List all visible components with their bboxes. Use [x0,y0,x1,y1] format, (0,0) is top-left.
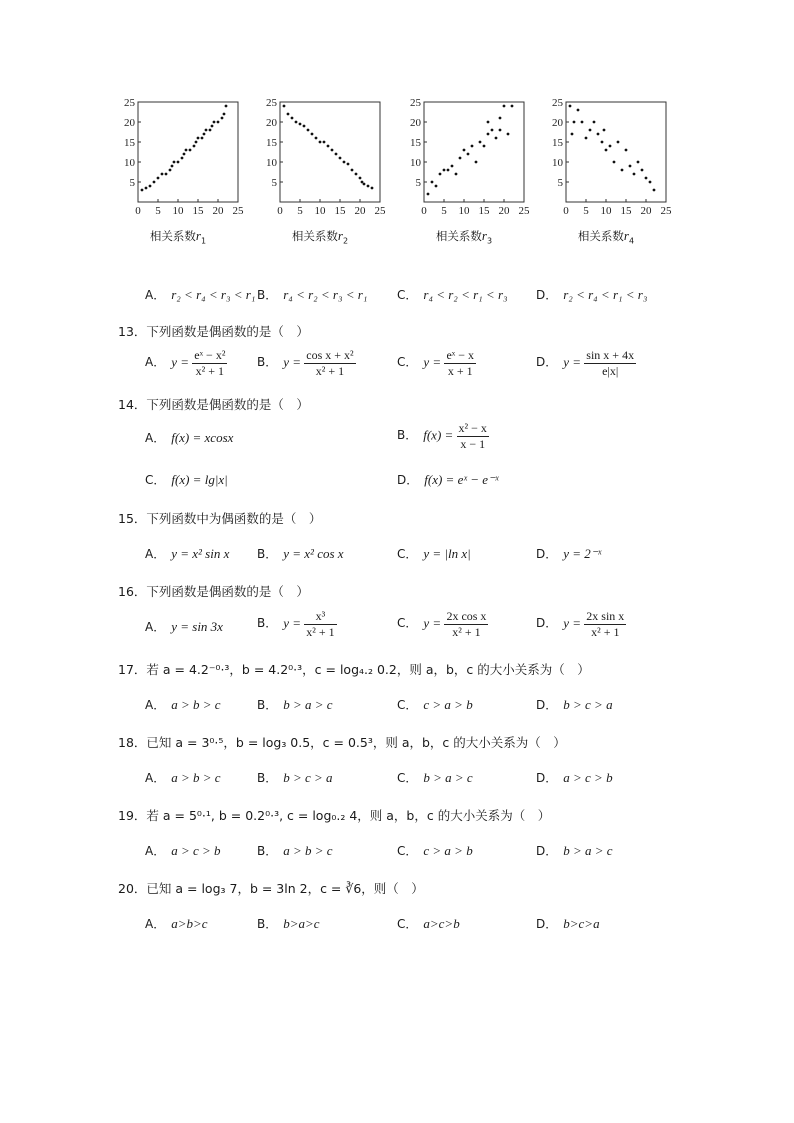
q19-option-a: A． a > c > b [145,843,221,858]
scatter-point [331,149,334,152]
q18-stem: 18．已知 a = 3⁰·⁵，b = log₃ 0.5，c = 0.5³，则 a，b，c 的大小关系为（ ） [118,735,566,750]
x-tick-label: 10 [314,205,326,217]
scatter-point [451,165,454,168]
x-tick-label: 5 [155,205,161,217]
q16b-fraction: $\frac{\text{x³}}{\text{x² + 1}}$ [306,609,335,639]
scatter-point [499,117,502,120]
scatter-point [653,189,656,192]
scatter-point [577,109,580,112]
y-tick-label: 10 [124,157,135,169]
scatter-point [645,177,648,180]
scatter-point [311,133,314,136]
scatter-point [597,133,600,136]
scatter-point [283,105,286,108]
x-tick-label: 20 [354,205,366,217]
y-tick-label: 5 [129,177,135,189]
q20-option-c: C． a>c>b [397,916,460,931]
scatter-point [153,181,156,184]
scatter-point [171,165,174,168]
y-tick-label: 25 [552,97,563,109]
q13-stem: 13．下列函数是偶函数的是（ ） [118,324,309,339]
scatter-plot-r3 [404,94,530,246]
q14-option-c: C． f(x) = lg|x| [145,472,228,487]
plot-frame [424,102,524,202]
scatter-point [487,133,490,136]
q16d-fraction: $\frac{\text{2x sin x}}{\text{x² + 1}}$ [586,609,625,639]
y-tick-label: 25 [266,97,277,109]
scatter-svg-r1 [118,94,244,224]
x-tick-label: 10 [600,205,612,217]
scatter-point [569,105,572,108]
q18-option-d: D． a > c > b [536,770,613,785]
y-tick-label: 15 [266,137,277,149]
scatter-point [605,149,608,152]
q12-option-d: D． r₂ < r₄ < r₁ < r₃ [536,287,648,302]
q14-option-a: A． f(x) = xcosx [145,430,234,445]
scatter-point [291,117,294,120]
scatter-point [371,187,374,190]
y-tick-label: 20 [552,117,563,129]
q17-option-d: D． b > c > a [536,697,613,712]
scatter-point [335,153,338,156]
scatter-point [487,121,490,124]
x-tick-label: 20 [498,205,510,217]
scatter-point [629,165,632,168]
scatter-point [183,153,186,156]
q13-option-b: B． y = $\frac{\text{cos x + x²}}{\text{x² + 1}}$ [257,348,354,378]
q17-stem: 17．若 a = 4.2⁻⁰·³，b = 4.2⁰·³，c = log₄.₂ 0.2，则 a，b，c 的大小关系为（ ） [118,662,590,677]
y-tick-label: 5 [415,177,421,189]
scatter-point [511,105,514,108]
scatter-point [173,161,176,164]
q16-option-c: C． y = $\frac{\text{2x cos x}}{\text{x² + 1}}$ [397,609,487,639]
y-tick-label: 25 [410,97,421,109]
scatter-plot-r4 [546,94,672,246]
plot-caption-r2: 相关系数$r_2$ [291,228,349,246]
scatter-point [319,141,322,144]
y-tick-label: 10 [266,157,277,169]
plot-frame [138,102,238,202]
y-tick-label: 15 [552,137,563,149]
scatter-point [223,113,226,116]
q20-option-d: D． b>c>a [536,916,600,931]
y-tick-label: 20 [266,117,277,129]
scatter-point [499,129,502,132]
q12-option-c: C． r₄ < r₂ < r₁ < r₃ [397,287,508,302]
q12-option-b: B． r₄ < r₂ < r₃ < r₁ [257,287,368,302]
x-tick-label: 25 [374,205,386,217]
q13a-fraction: $\frac{\text{eˣ − x²}}{\text{x² + 1}}$ [194,348,226,378]
y-tick-label: 15 [124,137,135,149]
scatter-point [201,137,204,140]
scatter-point [585,137,588,140]
scatter-point [149,185,152,188]
scatter-point [169,169,172,172]
scatter-point [495,137,498,140]
scatter-point [145,187,148,190]
scatter-point [203,133,206,136]
scatter-svg-r3 [404,94,530,224]
q15-option-d: D． y = 2⁻ˣ [536,546,602,561]
x-tick-label: 15 [334,205,346,217]
scatter-point [467,153,470,156]
x-tick-label: 0 [277,205,283,217]
scatter-point [463,149,466,152]
scatter-point [447,169,450,172]
scatter-point [141,189,144,192]
x-tick-label: 5 [441,205,447,217]
scatter-point [355,173,358,176]
q20-stem: 20．已知 a = log₃ 7，b = 3ln 2，c = ∛6，则（ ） [118,881,424,896]
x-tick-label: 25 [518,205,530,217]
scatter-point [157,177,160,180]
q13d-fraction: $\frac{\text{sin x + 4x}}{e|x|}$ [586,348,635,378]
scatter-point [315,137,318,140]
q19-option-d: D． b > a > c [536,843,613,858]
scatter-point [307,129,310,132]
y-tick-label: 15 [410,137,421,149]
scatter-point [217,121,220,124]
scatter-point [435,185,438,188]
q15-stem: 15．下列函数中为偶函数的是（ ） [118,511,322,526]
scatter-point [641,169,644,172]
x-tick-label: 25 [232,205,244,217]
y-tick-label: 5 [557,177,563,189]
q14-option-d: D． f(x) = eˣ − e⁻ˣ [397,472,499,487]
x-tick-label: 5 [297,205,303,217]
scatter-point [603,129,606,132]
scatter-point [507,133,510,136]
x-tick-label: 0 [563,205,569,217]
plot-caption-r3: 相关系数$r_3$ [435,228,493,246]
y-tick-label: 5 [271,177,277,189]
q19-option-b: B． a > b > c [257,843,333,858]
q14-stem: 14．下列函数是偶函数的是（ ） [118,397,309,412]
scatter-point [195,141,198,144]
q13-option-a: A． y = $\frac{\text{eˣ − x²}}{\text{x² + 1}}$ [145,348,226,378]
scatter-point [621,169,624,172]
scatter-point [431,181,434,184]
scatter-point [471,145,474,148]
q14-option-b: B． f(x) = $\frac{\text{x² − x}}{x - 1}$ [397,421,487,451]
scatter-svg-r2 [260,94,386,224]
y-tick-label: 10 [410,157,421,169]
q18-option-a: A． a > b > c [145,770,221,785]
scatter-point [601,141,604,144]
q13-option-d: D． y = $\frac{\text{sin x + 4x}}{e|x|}$ [536,348,635,378]
y-tick-label: 20 [124,117,135,129]
scatter-point [327,145,330,148]
q15-option-c: C． y = |ln x| [397,546,471,561]
scatter-point [359,177,362,180]
scatter-point [295,121,298,124]
scatter-point [439,173,442,176]
scatter-point [361,181,364,184]
scatter-point [427,193,430,196]
x-tick-label: 20 [640,205,652,217]
scatter-point [617,141,620,144]
scatter-point [177,161,180,164]
q16-option-a: A． y = sin 3x [145,619,223,634]
x-tick-label: 10 [172,205,184,217]
q18-option-b: B． b > c > a [257,770,333,785]
scatter-point [193,145,196,148]
scatter-point [573,121,576,124]
q12-option-a: A． r₂ < r₄ < r₃ < r₁ [145,287,256,302]
scatter-point [363,183,366,186]
scatter-point [367,185,370,188]
scatter-point [443,169,446,172]
x-tick-label: 5 [583,205,589,217]
q17-option-c: C． c > a > b [397,697,473,712]
scatter-point [479,141,482,144]
q17-option-b: B． b > a > c [257,697,333,712]
plot-frame [280,102,380,202]
scatter-point [351,169,354,172]
x-tick-label: 15 [478,205,490,217]
q17-option-a: A． a > b > c [145,697,221,712]
scatter-point [213,121,216,124]
scatter-point [323,141,326,144]
scatter-point [181,157,184,160]
plot-caption-r1: 相关系数$r_1$ [149,228,207,246]
q19-stem: 19．若 a = 5⁰·¹, b = 0.2⁰·³, c = log₀.₂ 4，则 a，b，c 的大小关系为（ ） [118,808,551,823]
scatter-point [185,149,188,152]
q16-option-b: B． y = $\frac{\text{x³}}{\text{x² + 1}}$ [257,609,335,639]
q16-option-d: D． y = $\frac{\text{2x sin x}}{\text{x² + 1}}$ [536,609,625,639]
x-tick-label: 0 [135,205,141,217]
scatter-point [303,125,306,128]
scatter-point [161,173,164,176]
x-tick-label: 25 [660,205,672,217]
scatter-point [225,105,228,108]
scatter-point [589,129,592,132]
plot-frame [566,102,666,202]
scatter-point [593,121,596,124]
q15-option-a: A． y = x² sin x [145,546,230,561]
q15-option-b: B． y = x² cos x [257,546,344,561]
q20-option-a: A． a>b>c [145,916,208,931]
scatter-point [347,163,350,166]
scatter-point [609,145,612,148]
scatter-point [205,129,208,132]
scatter-point [491,129,494,132]
x-tick-label: 10 [458,205,470,217]
scatter-point [649,181,652,184]
scatter-point [221,117,224,120]
q16c-fraction: $\frac{\text{2x cos x}}{\text{x² + 1}}$ [446,609,487,639]
scatter-point [455,173,458,176]
x-tick-label: 0 [421,205,427,217]
scatter-plot-r2 [260,94,386,246]
scatter-point [637,161,640,164]
q14b-fraction: $\frac{\text{x² − x}}{x - 1}$ [458,421,487,451]
scatter-point [475,161,478,164]
y-tick-label: 25 [124,97,135,109]
y-tick-label: 10 [552,157,563,169]
scatter-point [165,173,168,176]
scatter-point [613,161,616,164]
scatter-point [633,173,636,176]
scatter-point [197,137,200,140]
scatter-point [581,121,584,124]
scatter-point [299,123,302,126]
scatter-point [571,133,574,136]
plot-caption-r4: 相关系数$r_4$ [577,228,635,246]
q16-stem: 16．下列函数是偶函数的是（ ） [118,584,309,599]
scatter-plot-r1 [118,94,244,246]
q20-option-b: B． b>a>c [257,916,320,931]
scatter-point [211,125,214,128]
scatter-point [625,149,628,152]
scatter-point [343,161,346,164]
scatter-point [287,113,290,116]
q13c-fraction: $\frac{\text{eˣ − x}}{x + 1}$ [446,348,474,378]
x-tick-label: 15 [620,205,632,217]
scatter-point [339,157,342,160]
q13-option-c: C． y = $\frac{\text{eˣ − x}}{x + 1}$ [397,348,474,378]
q13b-fraction: $\frac{\text{cos x + x²}}{\text{x² + 1}}$ [306,348,354,378]
scatter-point [503,105,506,108]
y-tick-label: 20 [410,117,421,129]
q19-option-c: C． c > a > b [397,843,473,858]
x-tick-label: 15 [192,205,204,217]
scatter-point [209,129,212,132]
q18-option-c: C． b > a > c [397,770,473,785]
x-tick-label: 20 [212,205,224,217]
scatter-point [483,145,486,148]
scatter-point [459,157,462,160]
scatter-point [189,149,192,152]
scatter-svg-r4 [546,94,672,224]
